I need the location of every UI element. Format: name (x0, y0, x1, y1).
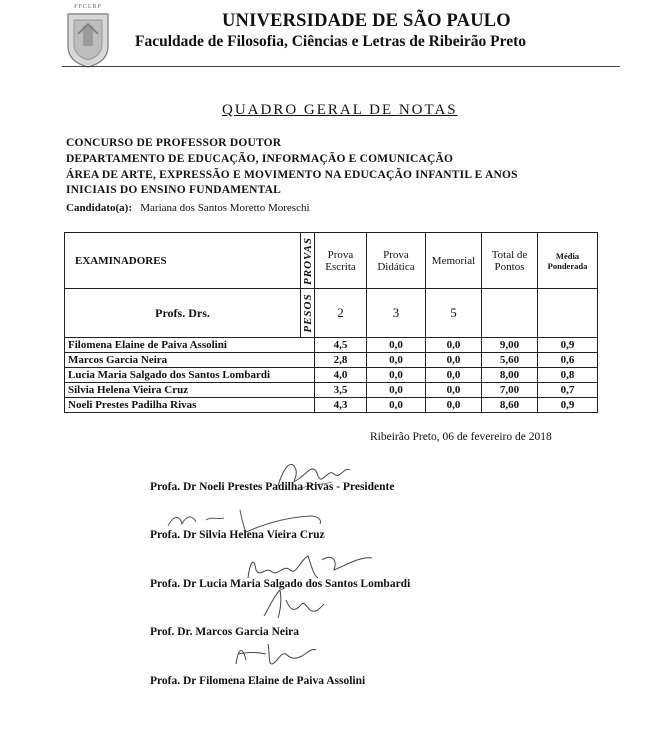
col-media-ponderada: Média Ponderada (538, 233, 598, 289)
logo-caption: FFCLRP (74, 4, 102, 10)
faculty-name: Faculdade de Filosofia, Ciências e Letras de Ribeirão Preto (135, 33, 527, 50)
score-media: 0,7 (538, 383, 598, 398)
score-didatica: 0,0 (367, 368, 426, 383)
score-escrita: 4,0 (315, 368, 367, 383)
col-prova-didatica: Prova Didática (367, 233, 426, 289)
examiners-header: EXAMINADORES (65, 233, 301, 289)
weight-media (538, 289, 598, 338)
table-row (65, 368, 598, 383)
score-media: 0,8 (538, 368, 598, 383)
place-date: Ribeirão Preto, 06 de fevereiro de 2018 (370, 431, 552, 443)
col-memorial: Memorial (426, 233, 482, 289)
weight-memorial: 5 (426, 289, 482, 338)
score-memorial: 0,0 (426, 353, 482, 368)
weight-total (482, 289, 538, 338)
contest-line-4: INICIAIS DO ENSINO FUNDAMENTAL (66, 184, 282, 196)
score-media: 0,9 (538, 338, 598, 353)
candidate-line (66, 202, 310, 214)
signature-5: Profa. Dr Filomena Elaine de Paiva Assolini (150, 675, 366, 687)
weights-row (65, 289, 598, 338)
candidate-label: Candidato(a): (66, 202, 133, 214)
score-didatica: 0,0 (367, 353, 426, 368)
contest-line-3: ÁREA DE ARTE, EXPRESSÃO E MOVIMENTO NA EDUCAÇÃO INFANTIL E ANOS (66, 169, 518, 181)
signature-4: Prof. Dr. Marcos Garcia Neira (150, 626, 300, 638)
examiner-name: Noeli Prestes Padilha Rivas (65, 398, 315, 413)
score-total: 8,00 (482, 368, 538, 383)
table-header-row (65, 233, 598, 289)
col-prova-escrita: Prova Escrita (315, 233, 367, 289)
examiner-name: Marcos Garcia Neira (65, 353, 315, 368)
score-escrita: 3,5 (315, 383, 367, 398)
score-total: 8,60 (482, 398, 538, 413)
signature-scribble-4 (250, 586, 330, 622)
examiner-name: Filomena Elaine de Paiva Assolini (65, 338, 315, 353)
table-row (65, 398, 598, 413)
score-media: 0,9 (538, 398, 598, 413)
pesos-label: PESOS (301, 289, 315, 338)
signature-scribble-5 (228, 634, 318, 672)
col-total-pontos: Total de Pontos (482, 233, 538, 289)
weight-didatica: 3 (367, 289, 426, 338)
score-didatica: 0,0 (367, 398, 426, 413)
score-didatica: 0,0 (367, 383, 426, 398)
signature-1: Profa. Dr Noeli Prestes Padilha Rivas - Presidente (150, 481, 395, 493)
signature-3: Profa. Dr Lucia Maria Salgado dos Santos Lombardi (150, 578, 411, 590)
score-total: 9,00 (482, 338, 538, 353)
contest-line-2: DEPARTAMENTO DE EDUCAÇÃO, INFORMAÇÃO E COMUNICAÇÃO (66, 153, 454, 165)
weight-escrita: 2 (315, 289, 367, 338)
document-title: QUADRO GERAL DE NOTAS (222, 102, 458, 118)
score-escrita: 4,3 (315, 398, 367, 413)
table-row (65, 353, 598, 368)
score-media: 0,6 (538, 353, 598, 368)
signature-2: Profa. Dr Silvia Helena Vieira Cruz (150, 529, 325, 541)
grades-table (64, 232, 598, 413)
table-row (65, 338, 598, 353)
university-crest-logo (66, 12, 110, 68)
examiner-name: Lucia Maria Salgado dos Santos Lombardi (65, 368, 315, 383)
score-memorial: 0,0 (426, 368, 482, 383)
profs-label: Profs. Drs. (65, 289, 301, 338)
provas-label: PROVAS (301, 233, 315, 289)
score-total: 7,00 (482, 383, 538, 398)
university-name: UNIVERSIDADE DE SÃO PAULO (222, 11, 511, 31)
score-memorial: 0,0 (426, 338, 482, 353)
table-row (65, 383, 598, 398)
score-escrita: 2,8 (315, 353, 367, 368)
candidate-name: Mariana dos Santos Moretto Moreschi (140, 202, 310, 214)
contest-line-1: CONCURSO DE PROFESSOR DOUTOR (66, 137, 282, 149)
score-total: 5,60 (482, 353, 538, 368)
header-divider (62, 66, 620, 67)
score-escrita: 4,5 (315, 338, 367, 353)
score-didatica: 0,0 (367, 338, 426, 353)
score-memorial: 0,0 (426, 383, 482, 398)
examiner-name: Silvia Helena Vieira Cruz (65, 383, 315, 398)
score-memorial: 0,0 (426, 398, 482, 413)
